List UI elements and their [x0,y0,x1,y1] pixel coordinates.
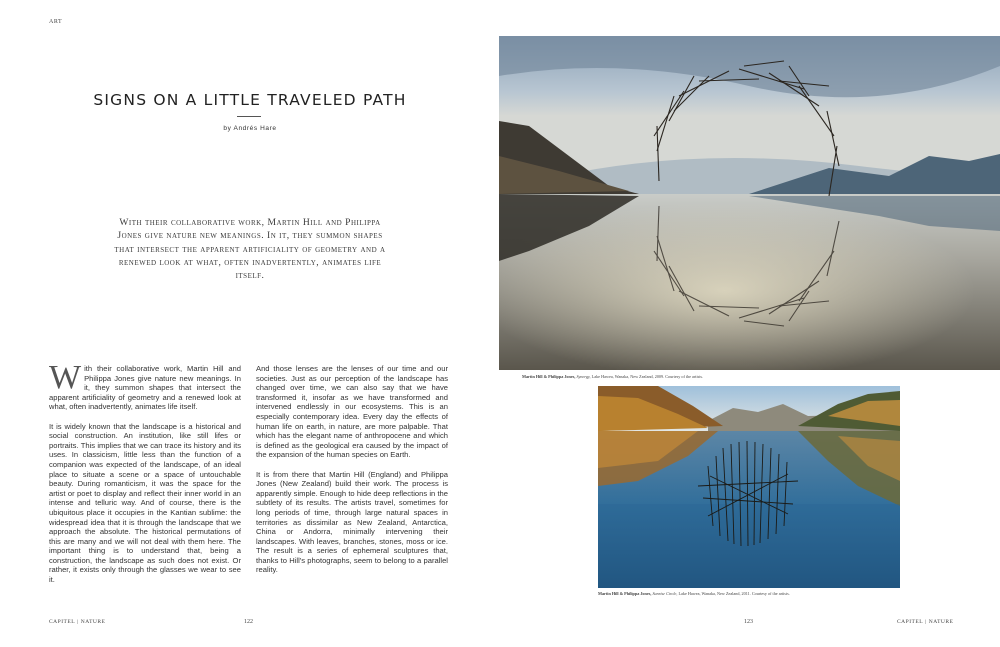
caption-artists: Martin Hill & Philippa Jones, [522,374,576,379]
photo-synergy [499,36,1000,370]
caption-work-title: Synergy, [576,374,591,379]
body-paragraph-2: It is widely known that the landscape is a historical and social construction. An institution, like still lifes or portraits. This implies that we can trace its history and its uses. In classicism, little less than the function of a companion was expected of the landscape, of an ideal place to situate a scene or a space of untouchable beauty. During romanticism, it was the space for the artist or poet to display and reflect their inner world in an intense and telluric way. And of course, there is the ubiquitous place it occupies in the Kantian sublime: the widespread idea that it is through the landscape that we approach the absolute. The historical permutations of this are many and we will not deal with them here. The important thing is to understand that, being a construction, the landscape as such does not exist. Or rather, it exists only through the glasses we wear to see it. [49,421,241,585]
body-paragraph-1-text: ith their collaborative work, Martin Hill and Philippa Jones give nature new meanings. In it, they summon shapes that intersect the apparent artificiality of geometry and a renewed look at what, often inadvertently, animates life itself. [49,364,241,412]
photo-sunrise-caption [598,591,790,596]
footer-divider: | [925,619,927,625]
footer-right [897,619,953,625]
body-column-left [49,359,241,594]
caption-work-title: Sunrise Circle, [652,591,678,596]
drop-cap: W [49,359,82,396]
footer-magazine: CAPITEL [49,619,76,625]
footer-magazine: CAPITEL [897,619,924,625]
caption-artists: Martin Hill & Philippa Jones, [598,591,652,596]
body-paragraph-1 [49,359,241,412]
body-paragraph-3: And those lenses are the lenses of our time and our societies. Just as our perception of the landscape has changed over time, we can also say that we have transformed it, insofar as we have transformed and intervened endlessly in our ecosystems. This is an especially contemporary idea. Every day the effects of human life on earth, in nature, are more palpable. That which has the elegant name of anthropocene and which is defined as the geological era caused by the impact of the expansion of the human species on Earth. [256,364,448,460]
caption-details: Lake Hawea, Wanaka, New Zealand, 2009. Courtesy of the artists. [591,374,704,379]
footer-divider: | [77,619,79,625]
footer-section: NATURE [80,619,106,625]
page-number-left: 122 [244,619,253,625]
body-column-right [256,364,448,585]
footer-left [49,619,105,625]
byline: by Andrés Hare [223,125,277,132]
caption-details: Lake Hawea, Wanaka, New Zealand, 2011. Courtesy of the artists. [678,591,790,596]
section-tag: ART [49,19,63,25]
footer-section: NATURE [928,619,954,625]
photo-synergy-caption [522,374,703,379]
title-divider [237,116,261,117]
article-title: SIGNS ON A LITTLE TRAVELED PATH [93,91,407,109]
photo-sunrise-circle [598,386,900,588]
lede-paragraph: With their collaborative work, Martin Hill and Philippa Jones give nature new meanings. In it, they summon shapes that intersect the apparent artificiality of geometry and a renewed look at what, often inadvertently, animates life itself. [114,217,386,282]
body-paragraph-4: It is from there that Martin Hill (England) and Philippa Jones (New Zealand) build their work. The process is apparently simple. Enough to hide deep reflections in the subtlety of its results. The artists travel, sometimes for long periods of time, through large natural spaces in territories as dissimilar as New Zealand, Antarctica, China or Andorra, minimally intervening their landscapes. With leaves, branches, stones, moss or ice. The result is a series of ephemeral sculptures that, thanks to Hill's photographs, seem to belong to a parallel reality. [256,469,448,575]
page-number-right: 123 [744,619,753,625]
